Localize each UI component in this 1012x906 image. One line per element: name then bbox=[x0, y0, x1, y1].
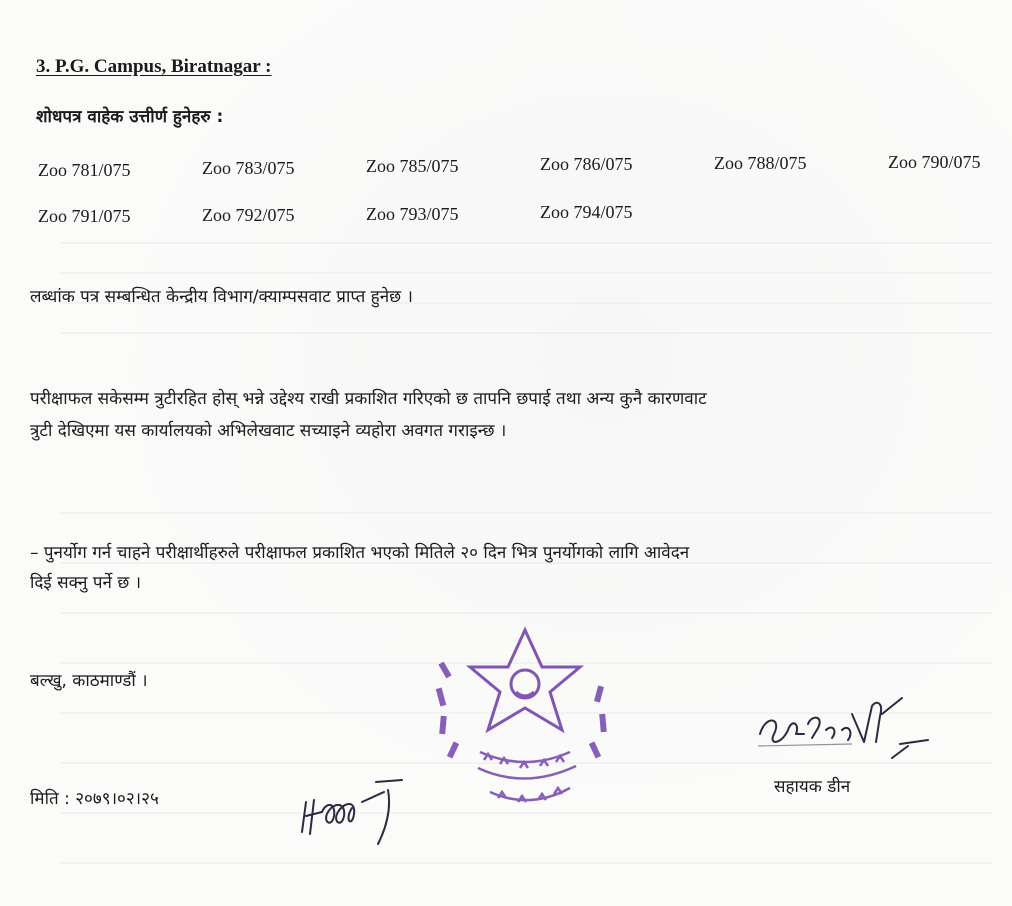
marksheet-note: लब्धांक पत्र सम्बन्धित केन्द्रीय विभाग/क्याम्पसवाट प्राप्त हुनेछ । bbox=[30, 287, 413, 307]
official-stamp bbox=[420, 622, 630, 832]
bleed-line bbox=[60, 242, 992, 244]
roll-number: Zoo 788/075 bbox=[714, 153, 807, 173]
date-value: २०७९।०२।२५ bbox=[75, 789, 159, 809]
roll-number: Zoo 783/075 bbox=[202, 158, 295, 178]
date-label: मिति : bbox=[30, 789, 70, 809]
bleed-line bbox=[60, 272, 992, 274]
roll-number: Zoo 791/075 bbox=[38, 206, 131, 226]
place-line: बल्खु, काठमाण्डौं । bbox=[30, 671, 148, 691]
retotal-line-1: – पुनर्योग गर्न चाहने परीक्षार्थीहरुले परीक्षाफल प्रकाशित भएको मितिले २० दिन भित्र पुनर्योगको लागि आवेदन bbox=[30, 543, 690, 563]
retotal-line-2: दिई सक्नु पर्ने छ । bbox=[30, 573, 142, 593]
bleed-line bbox=[60, 862, 992, 864]
roll-number: Zoo 785/075 bbox=[366, 156, 459, 176]
bleed-line bbox=[60, 612, 992, 614]
signatory-title: सहायक डीन bbox=[774, 777, 851, 797]
signature-right bbox=[752, 694, 932, 774]
roll-number: Zoo 790/075 bbox=[888, 152, 981, 172]
signature-left bbox=[292, 772, 422, 862]
campus-heading: 3. P.G. Campus, Biratnagar : bbox=[36, 56, 272, 77]
subheading: शोधपत्र वाहेक उत्तीर्ण हुनेहरु : bbox=[36, 107, 224, 127]
bleed-line bbox=[60, 332, 992, 334]
bleed-line bbox=[60, 512, 992, 514]
disclaimer-line-2: त्रुटी देखिएमा यस कार्यालयको अभिलेखवाट सच्याइने व्यहोरा अवगत गराइन्छ । bbox=[30, 421, 507, 441]
roll-number: Zoo 794/075 bbox=[540, 202, 633, 222]
disclaimer-line-1: परीक्षाफल सकेसम्म त्रुटीरहित होस् भन्ने उद्देश्य राखी प्रकाशित गरिएको छ तापनि छपाई तथा अन्य कुनै कारणवाट bbox=[30, 389, 707, 409]
roll-number: Zoo 786/075 bbox=[540, 154, 633, 174]
roll-number: Zoo 781/075 bbox=[38, 160, 131, 180]
roll-number: Zoo 792/075 bbox=[202, 205, 295, 225]
date-line bbox=[30, 786, 159, 813]
roll-number: Zoo 793/075 bbox=[366, 204, 459, 224]
